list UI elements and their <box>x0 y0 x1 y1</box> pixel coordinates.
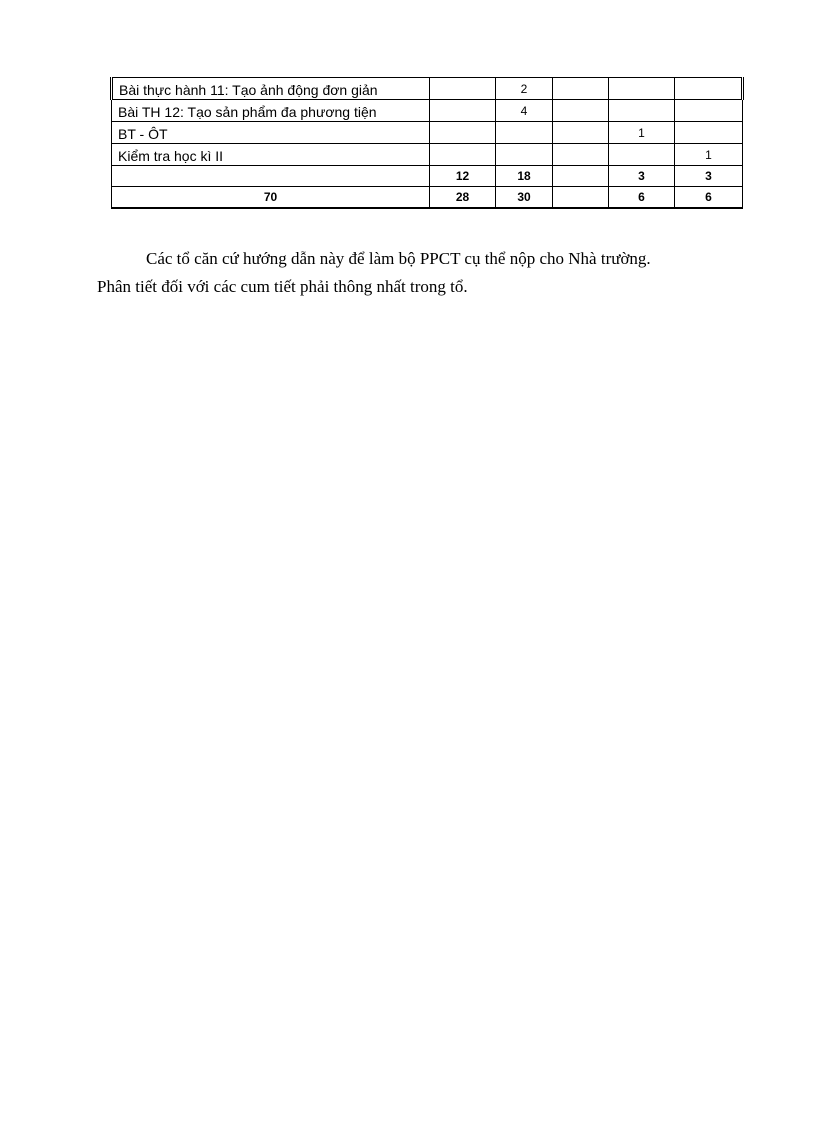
count-cell: 2 <box>496 78 553 100</box>
count-cell <box>553 100 609 122</box>
count-cell: 1 <box>609 122 675 144</box>
lesson-name-cell: Kiểm tra học kì II <box>112 144 430 166</box>
subtotal-cell: 3 <box>675 166 743 187</box>
table-row <box>112 78 743 100</box>
table-row <box>112 122 743 144</box>
count-cell <box>553 78 609 100</box>
note-line-2: Phân tiết đối với các cum tiết phải thông nhất trong tổ. <box>97 277 468 296</box>
total-cell: 6 <box>609 187 675 209</box>
count-cell <box>675 122 743 144</box>
count-cell <box>609 100 675 122</box>
count-cell <box>609 144 675 166</box>
count-cell <box>675 78 743 100</box>
note-line-1: Các tổ căn cứ hướng dẫn này để làm bộ PPCT cụ thể nộp cho Nhà trường. <box>146 249 651 268</box>
lesson-name-cell: Bài TH 12: Tạo sản phẩm đa phương tiện <box>112 100 430 122</box>
subtotal-cell: 3 <box>609 166 675 187</box>
count-cell <box>553 122 609 144</box>
total-label-cell: 70 <box>112 187 430 209</box>
total-cell: 30 <box>496 187 553 209</box>
count-cell: 4 <box>496 100 553 122</box>
count-cell <box>430 122 496 144</box>
subtotal-cell: 18 <box>496 166 553 187</box>
count-cell <box>553 144 609 166</box>
count-cell <box>609 78 675 100</box>
lesson-name-cell: BT - ÔT <box>112 122 430 144</box>
total-cell: 28 <box>430 187 496 209</box>
count-cell: 1 <box>675 144 743 166</box>
count-cell <box>496 144 553 166</box>
count-cell <box>430 144 496 166</box>
subtotal-cell: 12 <box>430 166 496 187</box>
count-cell <box>430 100 496 122</box>
subtotal-label-cell <box>112 166 430 187</box>
table-row <box>112 100 743 122</box>
count-cell <box>430 78 496 100</box>
total-cell <box>553 187 609 209</box>
count-cell <box>675 100 743 122</box>
subtotal-row <box>112 166 743 187</box>
table-row <box>112 144 743 166</box>
total-row <box>112 187 743 209</box>
subtotal-cell <box>553 166 609 187</box>
total-cell: 6 <box>675 187 743 209</box>
lesson-name-cell: Bài thực hành 11: Tạo ảnh động đơn giản <box>112 78 430 100</box>
ppct-table <box>110 77 744 209</box>
count-cell <box>496 122 553 144</box>
